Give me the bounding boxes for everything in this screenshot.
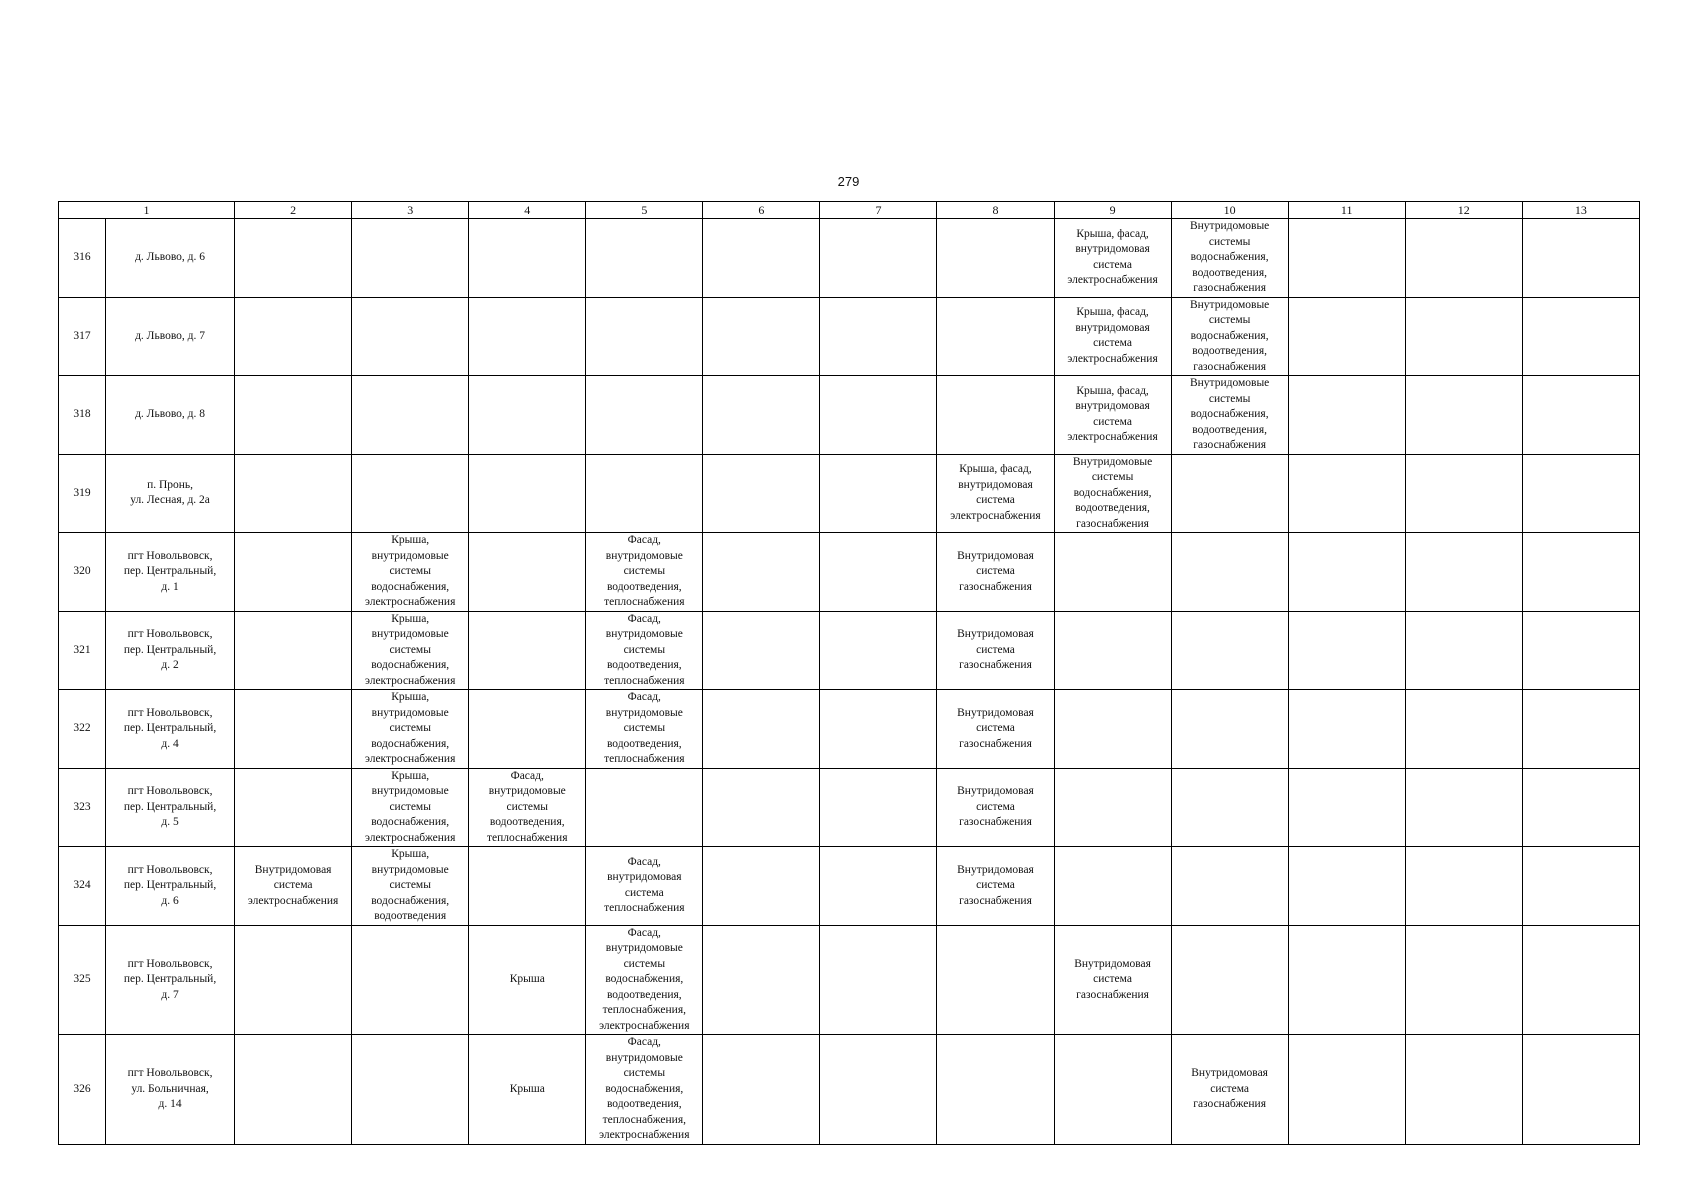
column-number-2: 2 xyxy=(235,202,352,219)
column-number-13: 13 xyxy=(1522,202,1639,219)
work-cell-col-12 xyxy=(1405,925,1522,1035)
table-row xyxy=(59,611,1640,690)
schedule-table-container xyxy=(58,201,1640,1145)
work-description: Крыша xyxy=(509,973,545,985)
work-cell-col-4 xyxy=(469,454,586,533)
work-cell-col-5 xyxy=(586,454,703,533)
address-cell xyxy=(106,454,235,533)
work-cell-col-2 xyxy=(235,454,352,533)
work-cell-col-9 xyxy=(1054,1035,1171,1145)
address-cell xyxy=(106,611,235,690)
work-cell-col-6 xyxy=(703,219,820,298)
work-cell-col-8 xyxy=(937,454,1054,533)
work-cell-col-12 xyxy=(1405,1035,1522,1145)
address-text: пгт Новольвовск, пер. Центральный, д. 7 xyxy=(123,957,217,1001)
work-cell-col-3 xyxy=(352,768,469,847)
work-cell-col-13 xyxy=(1522,219,1639,298)
address-cell xyxy=(106,847,235,926)
work-cell-col-8 xyxy=(937,376,1054,455)
row-number: 323 xyxy=(59,768,106,847)
work-cell-col-2 xyxy=(235,768,352,847)
table-row xyxy=(59,219,1640,298)
table-row xyxy=(59,690,1640,769)
work-description: Фасад, внутридомовые системы водоснабжения, водоотведения, теплоснабжения, электроснабжения xyxy=(599,1036,690,1141)
work-cell-col-5 xyxy=(586,376,703,455)
work-description: Внутридомовая система газоснабжения xyxy=(957,863,1034,907)
work-cell-col-8 xyxy=(937,925,1054,1035)
column-number-row xyxy=(59,202,1640,219)
work-cell-col-5 xyxy=(586,690,703,769)
work-cell-col-3 xyxy=(352,611,469,690)
work-cell-col-5 xyxy=(586,611,703,690)
address-cell xyxy=(106,297,235,376)
work-cell-col-6 xyxy=(703,454,820,533)
table-row xyxy=(59,533,1640,612)
work-description: Фасад, внутридомовые системы водоотведения, теплоснабжения xyxy=(604,534,685,608)
work-description: Внутридомовые системы водоснабжения, водоотведения, газоснабжения xyxy=(1189,220,1270,294)
work-description: Крыша, фасад, внутридомовая система электроснабжения xyxy=(950,463,1041,522)
work-cell-col-2 xyxy=(235,376,352,455)
address-cell xyxy=(106,1035,235,1145)
row-number: 324 xyxy=(59,847,106,926)
work-cell-col-8 xyxy=(937,611,1054,690)
work-cell-col-10 xyxy=(1171,376,1288,455)
page-number: 279 xyxy=(837,174,860,189)
work-description: Крыша xyxy=(509,1082,545,1095)
work-cell-col-2 xyxy=(235,219,352,298)
row-number: 318 xyxy=(59,376,106,455)
work-cell-col-11 xyxy=(1288,454,1405,533)
work-cell-col-9 xyxy=(1054,768,1171,847)
row-number: 322 xyxy=(59,690,106,769)
work-cell-col-9 xyxy=(1054,219,1171,298)
work-cell-col-11 xyxy=(1288,768,1405,847)
work-cell-col-5 xyxy=(586,925,703,1035)
work-cell-col-13 xyxy=(1522,768,1639,847)
work-cell-col-12 xyxy=(1405,847,1522,926)
work-cell-col-8 xyxy=(937,533,1054,612)
table-row xyxy=(59,1035,1640,1145)
address-text: пгт Новольвовск, ул. Больничная, д. 14 xyxy=(127,1067,213,1110)
work-cell-col-6 xyxy=(703,925,820,1035)
row-number: 319 xyxy=(59,454,106,533)
work-cell-col-9 xyxy=(1054,847,1171,926)
work-cell-col-10 xyxy=(1171,1035,1288,1145)
column-number-9: 9 xyxy=(1054,202,1171,219)
work-description: Внутридомовые системы водоснабжения, водоотведения, газоснабжения xyxy=(1189,298,1270,373)
work-cell-col-11 xyxy=(1288,611,1405,690)
work-description: Внутридомовая система газоснабжения xyxy=(1074,957,1151,1001)
work-cell-col-9 xyxy=(1054,376,1171,455)
work-cell-col-12 xyxy=(1405,297,1522,376)
work-cell-col-10 xyxy=(1171,297,1288,376)
work-description: Фасад, внутридомовая система теплоснабжения xyxy=(604,855,685,915)
column-number-12: 12 xyxy=(1405,202,1522,219)
work-cell-col-9 xyxy=(1054,454,1171,533)
table-row xyxy=(59,768,1640,847)
work-cell-col-13 xyxy=(1522,297,1639,376)
work-description: Внутридомовая система газоснабжения xyxy=(957,706,1034,750)
work-cell-col-4 xyxy=(469,219,586,298)
work-cell-col-5 xyxy=(586,768,703,847)
work-description: Крыша, внутридомовые системы водоснабжения, электроснабжения xyxy=(364,534,456,608)
work-cell-col-13 xyxy=(1522,533,1639,612)
work-cell-col-6 xyxy=(703,533,820,612)
work-cell-col-11 xyxy=(1288,925,1405,1035)
address-cell xyxy=(106,768,235,847)
work-cell-col-4 xyxy=(469,768,586,847)
work-cell-col-6 xyxy=(703,376,820,455)
work-cell-col-9 xyxy=(1054,533,1171,612)
work-cell-col-7 xyxy=(820,454,937,533)
work-cell-col-4 xyxy=(469,297,586,376)
work-description: Крыша, фасад, внутридомовая система электроснабжения xyxy=(1067,227,1158,287)
work-cell-col-3 xyxy=(352,219,469,298)
work-cell-col-7 xyxy=(820,1035,937,1145)
column-number-4: 4 xyxy=(469,202,586,219)
work-cell-col-7 xyxy=(820,925,937,1035)
work-cell-col-3 xyxy=(352,533,469,612)
work-cell-col-12 xyxy=(1405,533,1522,612)
work-cell-col-9 xyxy=(1054,925,1171,1035)
work-cell-col-12 xyxy=(1405,768,1522,847)
work-cell-col-12 xyxy=(1405,219,1522,298)
address-cell xyxy=(106,219,235,298)
work-cell-col-7 xyxy=(820,297,937,376)
address-text: пгт Новольвовск, пер. Центральный, д. 1 xyxy=(123,549,217,593)
address-text: пгт Новольвовск, пер. Центральный, д. 5 xyxy=(123,785,217,828)
table-row xyxy=(59,297,1640,376)
address-text: пгт Новольвовск, пер. Центральный, д. 4 xyxy=(123,706,217,750)
row-number: 321 xyxy=(59,611,106,690)
work-description: Крыша, внутридомовые системы водоснабжения, электроснабжения xyxy=(364,691,456,765)
address-text: пгт Новольвовск, пер. Центральный, д. 2 xyxy=(123,628,217,671)
work-cell-col-8 xyxy=(937,219,1054,298)
address-cell xyxy=(106,690,235,769)
work-cell-col-5 xyxy=(586,1035,703,1145)
work-description: Внутридомовая система газоснабжения xyxy=(1191,1067,1268,1110)
work-cell-col-7 xyxy=(820,533,937,612)
work-description: Внутридомовые системы водоснабжения, водоотведения, газоснабжения xyxy=(1072,455,1153,530)
address-text: п. Пронь, ул. Лесная, д. 2а xyxy=(130,478,210,507)
work-description: Внутридомовая система электроснабжения xyxy=(247,863,339,907)
column-number-1: 1 xyxy=(59,202,235,219)
row-number: 326 xyxy=(59,1035,106,1145)
work-cell-col-3 xyxy=(352,454,469,533)
work-cell-col-6 xyxy=(703,847,820,926)
work-cell-col-3 xyxy=(352,847,469,926)
work-cell-col-11 xyxy=(1288,690,1405,769)
address-text: д. Львово, д. 8 xyxy=(135,408,206,420)
work-description: Внутридомовые системы водоснабжения, водоотведения, газоснабжения xyxy=(1189,377,1270,451)
work-cell-col-12 xyxy=(1405,376,1522,455)
column-number-10: 10 xyxy=(1171,202,1288,219)
table-row xyxy=(59,376,1640,455)
work-cell-col-8 xyxy=(937,690,1054,769)
work-cell-col-10 xyxy=(1171,925,1288,1035)
work-description: Фасад, внутридомовые системы водоотведения, теплоснабжения xyxy=(604,612,685,687)
work-cell-col-6 xyxy=(703,690,820,769)
work-cell-col-12 xyxy=(1405,690,1522,769)
work-cell-col-2 xyxy=(235,297,352,376)
schedule-table xyxy=(58,201,1640,1145)
work-cell-col-6 xyxy=(703,611,820,690)
column-number-8: 8 xyxy=(937,202,1054,219)
work-cell-col-13 xyxy=(1522,690,1639,769)
work-cell-col-2 xyxy=(235,925,352,1035)
work-cell-col-10 xyxy=(1171,768,1288,847)
work-cell-col-10 xyxy=(1171,219,1288,298)
work-cell-col-8 xyxy=(937,847,1054,926)
work-description: Крыша, внутридомовые системы водоснабжения, электроснабжения xyxy=(364,769,456,844)
table-row xyxy=(59,454,1640,533)
work-cell-col-11 xyxy=(1288,219,1405,298)
work-cell-col-5 xyxy=(586,847,703,926)
work-cell-col-7 xyxy=(820,611,937,690)
work-description: Фасад, внутридомовые системы водоотведения, теплоснабжения xyxy=(487,769,568,844)
work-cell-col-13 xyxy=(1522,847,1639,926)
address-text: д. Львово, д. 6 xyxy=(135,251,206,263)
work-cell-col-3 xyxy=(352,297,469,376)
work-description: Внутридомовая система газоснабжения xyxy=(957,785,1034,828)
address-cell xyxy=(106,925,235,1035)
work-cell-col-12 xyxy=(1405,611,1522,690)
work-cell-col-5 xyxy=(586,219,703,298)
work-cell-col-9 xyxy=(1054,611,1171,690)
work-cell-col-4 xyxy=(469,1035,586,1145)
work-description: Крыша, внутридомовые системы водоснабжения, электроснабжения xyxy=(364,612,456,687)
table-row xyxy=(59,925,1640,1035)
work-cell-col-2 xyxy=(235,1035,352,1145)
work-description: Фасад, внутридомовые системы водоснабжения, водоотведения, теплоснабжения, электроснабжения xyxy=(599,926,690,1032)
work-cell-col-5 xyxy=(586,297,703,376)
table-row xyxy=(59,847,1640,926)
work-cell-col-2 xyxy=(235,611,352,690)
work-description: Крыша, фасад, внутридомовая система электроснабжения xyxy=(1067,306,1158,365)
work-cell-col-11 xyxy=(1288,297,1405,376)
work-cell-col-10 xyxy=(1171,454,1288,533)
work-cell-col-7 xyxy=(820,690,937,769)
work-description: Крыша, внутридомовые системы водоснабжения, водоотведения xyxy=(371,848,450,922)
work-cell-col-8 xyxy=(937,1035,1054,1145)
work-cell-col-7 xyxy=(820,768,937,847)
work-cell-col-11 xyxy=(1288,847,1405,926)
work-cell-col-8 xyxy=(937,768,1054,847)
address-text: д. Львово, д. 7 xyxy=(135,329,206,342)
work-cell-col-4 xyxy=(469,925,586,1035)
work-cell-col-2 xyxy=(235,533,352,612)
work-cell-col-11 xyxy=(1288,533,1405,612)
work-cell-col-3 xyxy=(352,376,469,455)
table-body xyxy=(59,219,1640,1145)
row-number: 317 xyxy=(59,297,106,376)
work-cell-col-13 xyxy=(1522,376,1639,455)
work-cell-col-13 xyxy=(1522,454,1639,533)
work-cell-col-10 xyxy=(1171,847,1288,926)
work-description: Внутридомовая система газоснабжения xyxy=(957,549,1034,593)
work-cell-col-13 xyxy=(1522,611,1639,690)
work-cell-col-8 xyxy=(937,297,1054,376)
work-cell-col-7 xyxy=(820,219,937,298)
work-cell-col-9 xyxy=(1054,297,1171,376)
column-number-7: 7 xyxy=(820,202,937,219)
row-number: 320 xyxy=(59,533,106,612)
work-cell-col-3 xyxy=(352,925,469,1035)
row-number: 325 xyxy=(59,925,106,1035)
work-cell-col-10 xyxy=(1171,611,1288,690)
work-cell-col-11 xyxy=(1288,376,1405,455)
work-cell-col-2 xyxy=(235,690,352,769)
work-cell-col-4 xyxy=(469,376,586,455)
work-cell-col-10 xyxy=(1171,533,1288,612)
address-text: пгт Новольвовск, пер. Центральный, д. 6 xyxy=(123,863,217,907)
column-number-5: 5 xyxy=(586,202,703,219)
work-cell-col-4 xyxy=(469,533,586,612)
work-cell-col-6 xyxy=(703,768,820,847)
work-cell-col-12 xyxy=(1405,454,1522,533)
work-cell-col-13 xyxy=(1522,925,1639,1035)
work-cell-col-4 xyxy=(469,847,586,926)
work-description: Фасад, внутридомовые системы водоотведения, теплоснабжения xyxy=(604,691,685,765)
work-cell-col-9 xyxy=(1054,690,1171,769)
work-cell-col-6 xyxy=(703,297,820,376)
work-description: Крыша, фасад, внутридомовая система электроснабжения xyxy=(1067,384,1158,444)
address-cell xyxy=(106,376,235,455)
address-cell xyxy=(106,533,235,612)
work-cell-col-7 xyxy=(820,847,937,926)
work-cell-col-2 xyxy=(235,847,352,926)
work-cell-col-5 xyxy=(586,533,703,612)
column-number-11: 11 xyxy=(1288,202,1405,219)
column-number-3: 3 xyxy=(352,202,469,219)
column-number-6: 6 xyxy=(703,202,820,219)
work-cell-col-3 xyxy=(352,1035,469,1145)
work-cell-col-13 xyxy=(1522,1035,1639,1145)
work-cell-col-4 xyxy=(469,611,586,690)
row-number: 316 xyxy=(59,219,106,298)
work-cell-col-4 xyxy=(469,690,586,769)
work-cell-col-10 xyxy=(1171,690,1288,769)
work-cell-col-7 xyxy=(820,376,937,455)
work-cell-col-3 xyxy=(352,690,469,769)
work-cell-col-6 xyxy=(703,1035,820,1145)
work-cell-col-11 xyxy=(1288,1035,1405,1145)
work-description: Внутридомовая система газоснабжения xyxy=(957,628,1034,671)
